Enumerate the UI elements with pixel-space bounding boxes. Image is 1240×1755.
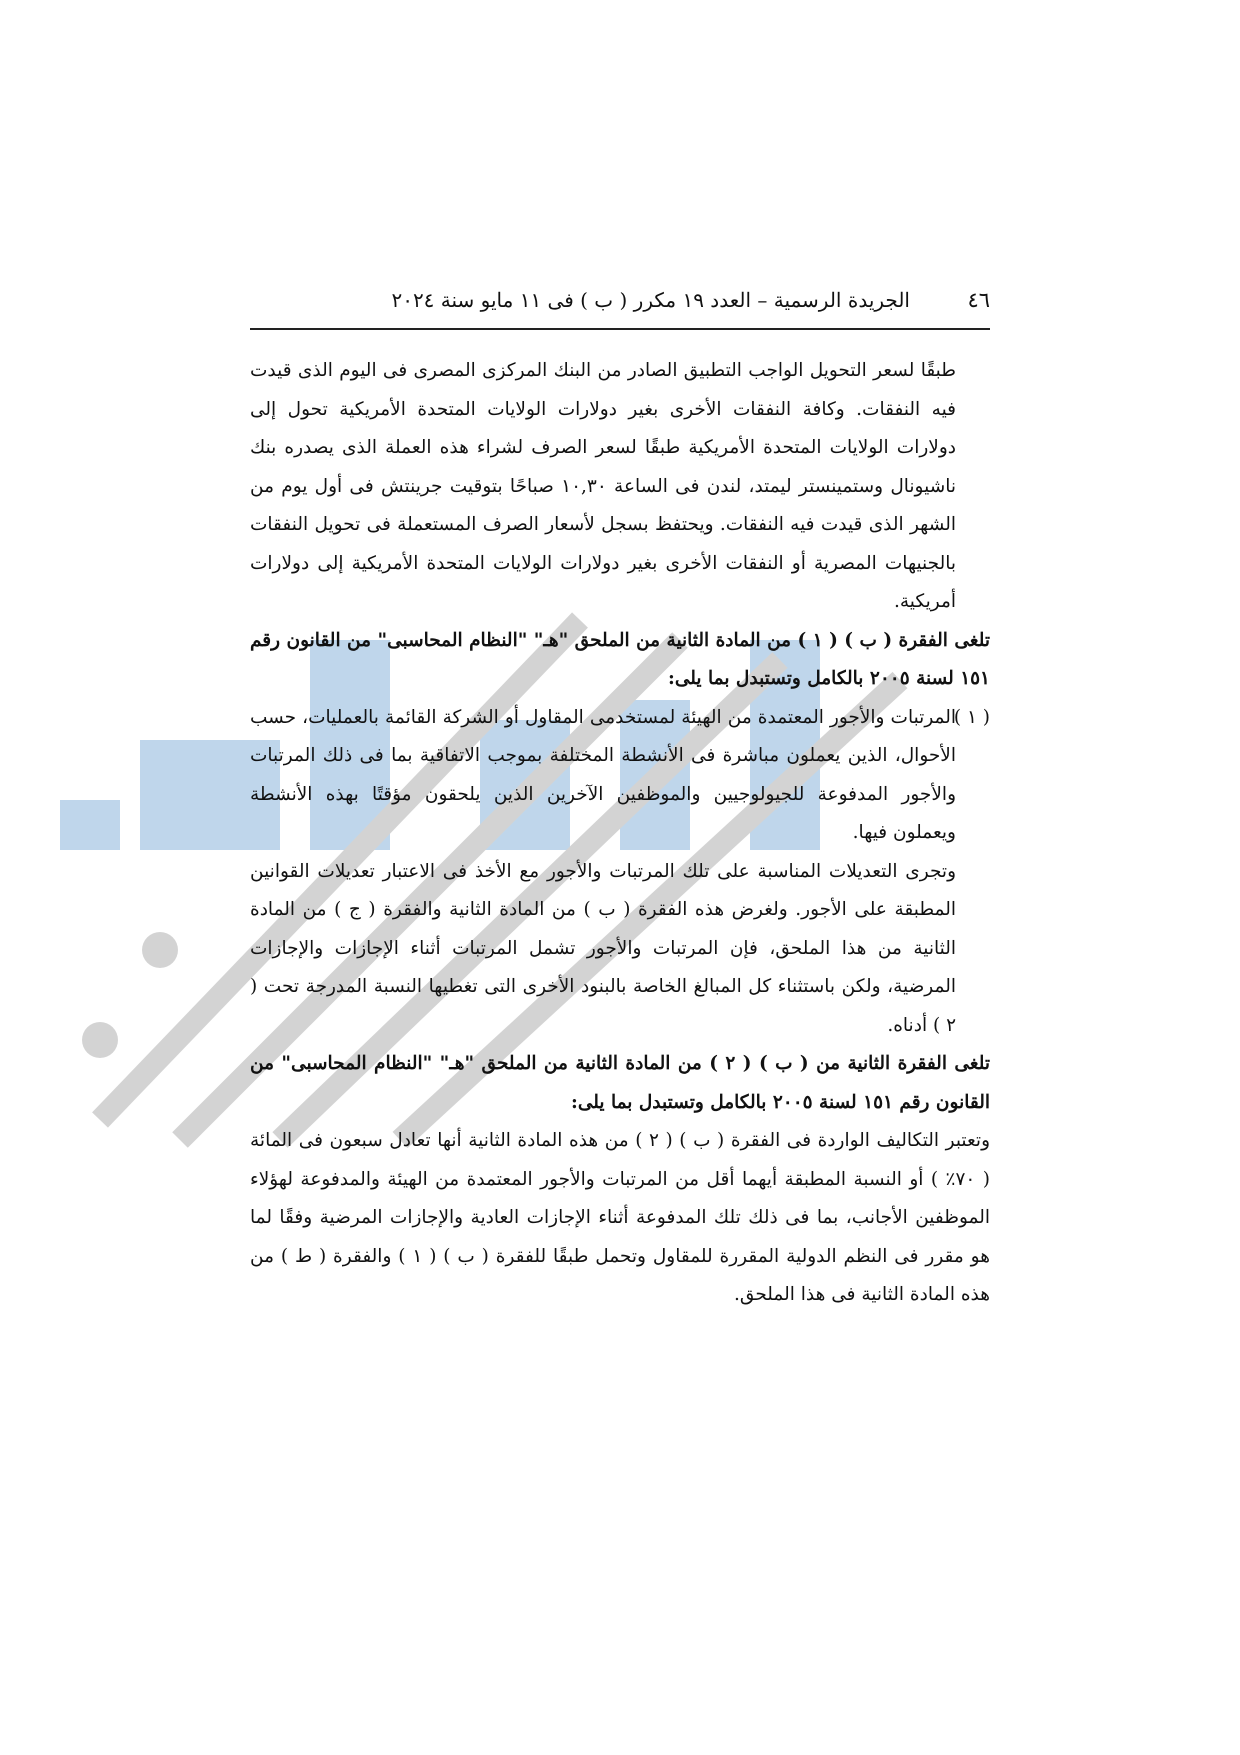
document-body	[250, 352, 990, 1315]
paragraph-exchange-rate: طبقًا لسعر التحويل الواجب التطبيق الصادر من البنك المركزى المصرى فى اليوم الذى قيدت فيه النفقات. وكافة النفقات الأخرى بغير دولارات الولايات المتحدة الأمريكية تحول إلى دولارات الولايات المتحدة الأمريكية طبقًا لسعر الصرف لشراء هذه العملة الذى يصدره بنك ناشيونال وستمينستر ليمتد، لندن فى الساعة ١٠,٣٠ صباحًا بتوقيت جرينتش فى أول يوم من الشهر الذى قيدت فيه النفقات. ويحتفظ بسجل لأسعار الصرف المستعملة فى تحويل النفقات بالجنيهات المصرية أو النفقات الأخرى بغير دولارات الولايات المتحدة الأمريكية إلى دولارات أمريكية.	[250, 360, 956, 612]
item-number: ( ١ )	[953, 706, 990, 728]
page-header	[250, 288, 990, 330]
paragraph-costs: وتعتبر التكاليف الواردة فى الفقرة ( ب ) ( ٢ ) من هذه المادة الثانية أنها تعادل سبعون فى المائة ( ٧٠٪ ) أو النسبة المطبقة أيهما أقل من المرتبات والأجور المعتمدة من الهيئة والمدفوعة لهؤلاء الموظفين الأجانب، بما فى ذلك تلك المدفوعة أثناء الإجازات العادية والإجازات المرضية وفقًا لما هو مقرر فى النظم الدولية المقررة للمقاول وتحمل طبقًا للفقرة ( ب ) ( ١ ) والفقرة ( ط ) من هذه المادة الثانية فى هذا الملحق.	[250, 1130, 991, 1305]
paragraph-amendment-b2: تلغى الفقرة الثانية من ( ب ) ( ٢ ) من المادة الثانية من الملحق "هـ" "النظام المحاسبى" من القانون رقم ١٥١ لسنة ٢٠٠٥ بالكامل وتستبدل بما يلى:	[250, 1053, 990, 1113]
gazette-title: الجريدة الرسمية – العدد ١٩ مكرر ( ب ) فى ١١ مايو سنة ٢٠٢٤	[391, 288, 910, 312]
list-item-salaries	[250, 699, 990, 853]
paragraph-amendment-b1: تلغى الفقرة ( ب ) ( ١ ) من المادة الثانية من الملحق "هـ" "النظام المحاسبى" من القانون رقم ١٥١ لسنة ٢٠٠٥ بالكامل وتستبدل بما يلى:	[249, 629, 990, 689]
paragraph-adjustments: وتجرى التعديلات المناسبة على تلك المرتبات والأجور مع الأخذ فى الاعتبار تعديلات القوانين المطبقة على الأجور. ولغرض هذه الفقرة ( ب ) من المادة الثانية والفقرة ( ج ) من المادة الثانية من هذا الملحق، فإن المرتبات والأجور تشمل المرتبات أثناء الإجازات والإجازات المرضية، ولكن باستثناء كل المبالغ الخاصة بالبنود الأخرى التى تغطيها النسبة المدرجة تحت ( ٢ ) أدناه.	[250, 860, 956, 1036]
page-number: ٤٦	[967, 288, 990, 312]
paragraph-salaries: المرتبات والأجور المعتمدة من الهيئة لمستخدمى المقاول أو الشركة القائمة بالعمليات، حسب الأحوال، الذين يعملون مباشرة فى الأنشطة المختلفة بموجب الاتفاقية بما فى ذلك المرتبات والأجور المدفوعة للجيولوجيين والموظفين الآخرين الذين يلحقون مؤقتًا بهذه الأنشطة ويعملون فيها.	[250, 706, 956, 843]
